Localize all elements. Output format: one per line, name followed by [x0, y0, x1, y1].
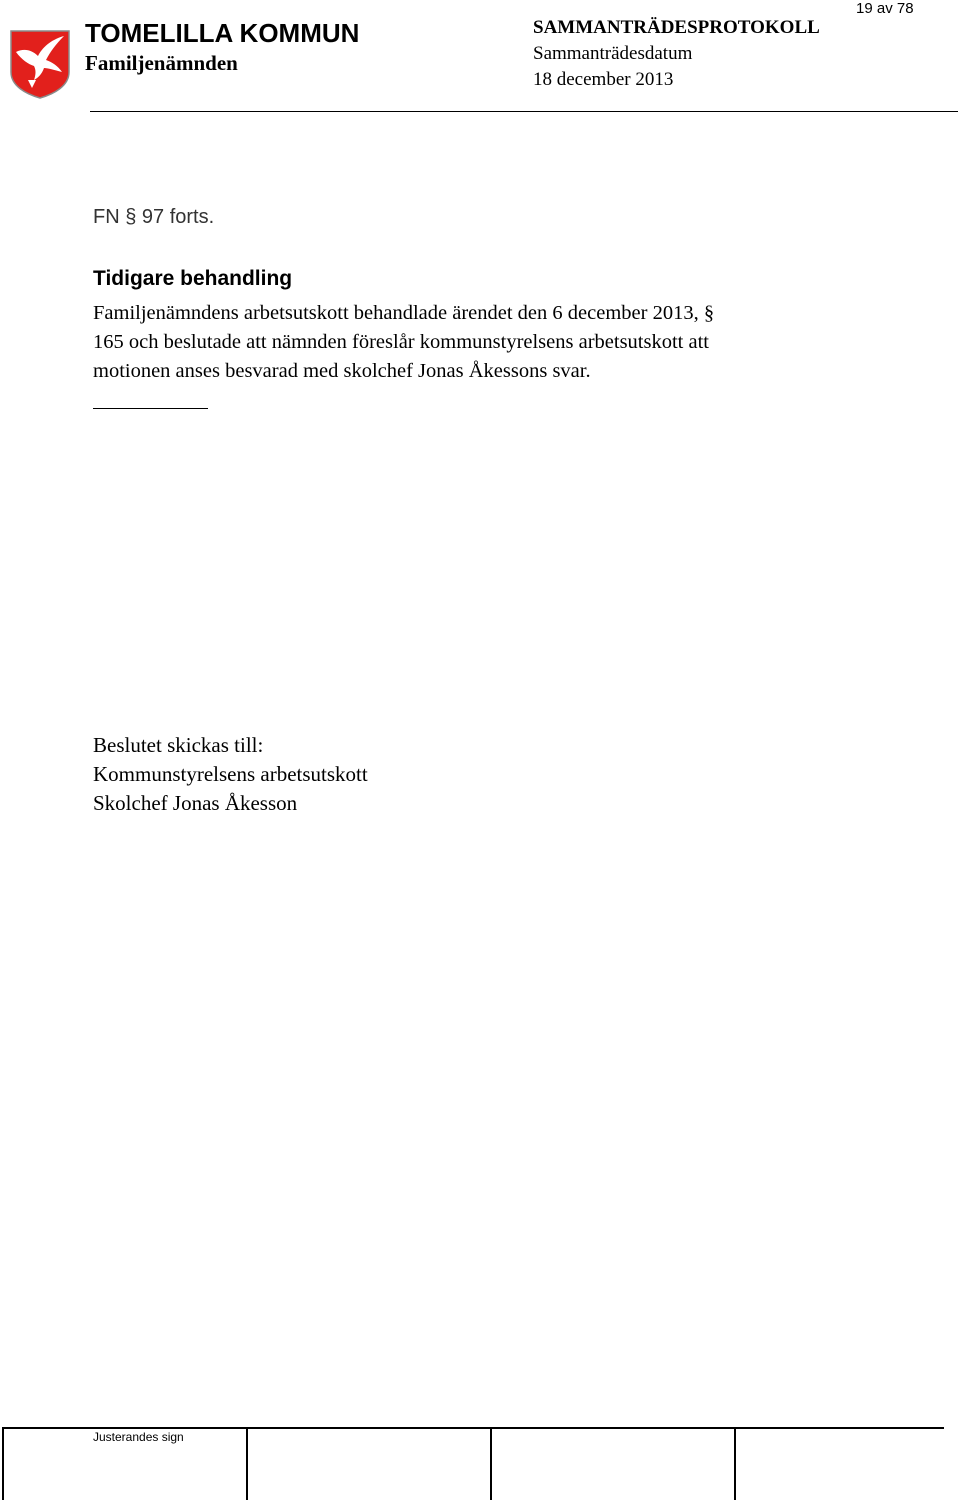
signature-box — [734, 1427, 736, 1500]
signature-box — [246, 1427, 248, 1500]
section-heading: Tidigare behandling — [93, 267, 293, 290]
meeting-date-value: 18 december 2013 — [533, 69, 674, 90]
body-paragraph — [93, 299, 853, 386]
coat-of-arms-bird-icon — [8, 28, 72, 100]
distribution-label: Beslutet skickas till: — [93, 733, 264, 757]
page-number: 19 av 78 — [856, 0, 914, 17]
distribution-recipient: Skolchef Jonas Åkesson — [93, 791, 298, 815]
section-end-rule — [93, 408, 208, 409]
body-line: Familjenämndens arbetsutskott behandlade ärendet den 6 december 2013, § — [93, 302, 715, 324]
distribution-list — [93, 731, 368, 818]
body-line: 165 och beslutade att nämnden föreslår kommunstyrelsens arbetsutskott att — [93, 331, 709, 353]
signature-box — [490, 1427, 492, 1500]
header-divider-dark — [90, 111, 866, 112]
distribution-recipient: Kommunstyrelsens arbetsutskott — [93, 762, 368, 786]
body-line: motionen anses besvarad med skolchef Jonas Åkessons svar. — [93, 360, 591, 382]
document-type: SAMMANTRÄDESPROTOKOLL — [533, 17, 820, 38]
meeting-date-label: Sammanträdesdatum — [533, 43, 693, 64]
department-name: Familjenämnden — [85, 51, 238, 75]
municipality-name: TOMELILLA KOMMUN — [85, 18, 360, 48]
signature-label: Justerandes sign — [93, 1430, 184, 1444]
footer-divider — [2, 1427, 944, 1429]
signature-box — [2, 1427, 4, 1500]
paragraph-reference: FN § 97 forts. — [93, 206, 215, 228]
